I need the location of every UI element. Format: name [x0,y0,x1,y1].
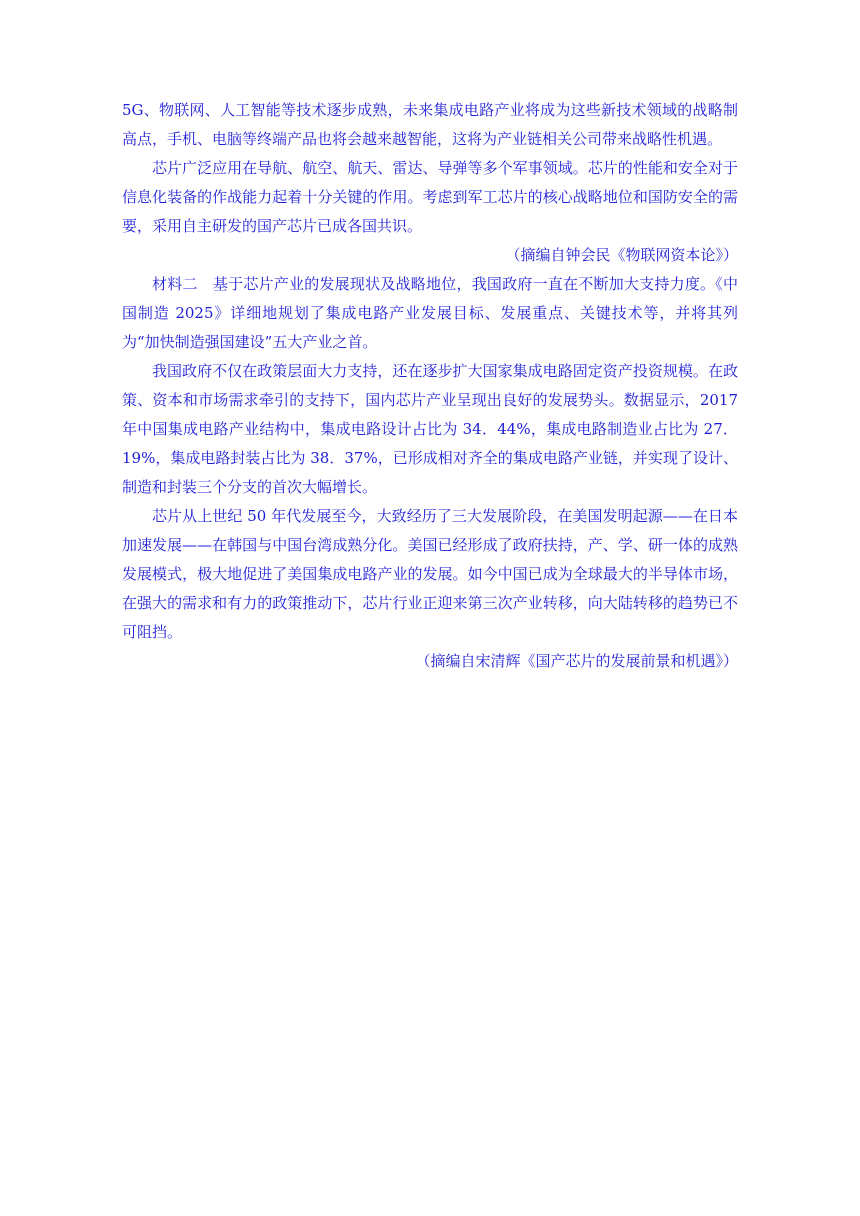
paragraph-government-investment: 我国政府不仅在政策层面大力支持，还在逐步扩大国家集成电路固定资产投资规模。在政策、资本和市场需求牵引的支持下，国内芯片产业呈现出良好的发展势头。数据显示，2017 年中国集成电路产业结构中，集成电路设计占比为 34．44%，集成电路制造业占比为 27．19%，集成电路封装占比为 38．37%，已形成相对齐全的集成电路产业链，并实现了设计、制造和封装三个分支的首次大幅增长。 [122,362,738,496]
paragraph-chip-development-stages: 芯片从上世纪 50 年代发展至今，大致经历了三大发展阶段，在美国发明起源——在日本加速发展——在韩国与中国台湾成熟分化。美国已经形成了政府扶持，产、学、研一体的成熟发展模式，极大地促进了美国集成电路产业的发展。如今中国已成为全球最大的半导体市场，在强大的需求和有力的政策推动下，芯片行业正迎来第三次产业转移，向大陆转移的趋势已不可阻挡。 [122,507,738,641]
paragraph-military-chips: 芯片广泛应用在导航、航空、航天、雷达、导弹等多个军事领域。芯片的性能和安全对于信息化装备的作战能力起着十分关键的作用。考虑到军工芯片的核心战略地位和国防安全的需要，采用自主研发的国产芯片已成各国共识。 [122,159,738,235]
paragraph-material-two-intro: 材料二 基于芯片产业的发展现状及战略地位，我国政府一直在不断加大支持力度。《中国制造 2025》详细地规划了集成电路产业发展目标、发展重点、关键技术等，并将其列为“加快制造强国建设”五大产业之首。 [122,275,738,351]
source-citation-2: （摘编自宋清辉《国产芯片的发展前景和机遇》） [415,652,738,670]
document-body [122,96,738,676]
paragraph-5g-strategic-opportunity: 5G、物联网、人工智能等技术逐步成熟，未来集成电路产业将成为这些新技术领域的战略制高点，手机、电脑等终端产品也将会越来越智能，这将为产业链相关公司带来战略性机遇。 [122,101,738,148]
source-citation-1: （摘编自钟会民《物联网资本论》） [505,246,738,264]
